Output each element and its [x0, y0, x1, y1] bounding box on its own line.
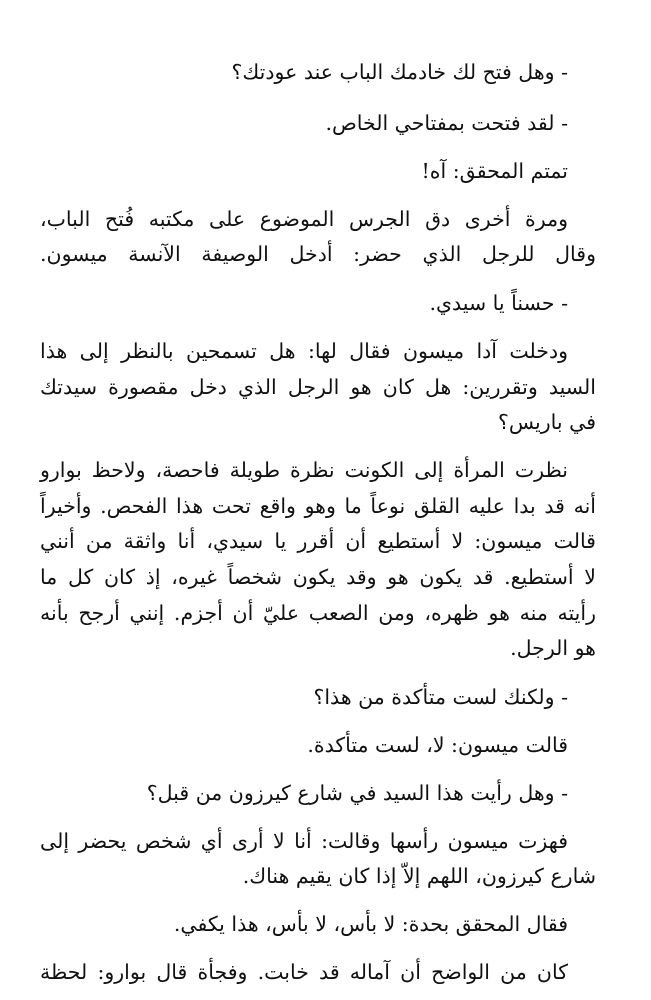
text-line: فقال المحقق بحدة: لا بأس، لا بأس، هذا يكفي.: [173, 912, 568, 936]
text-line: في باريس؟: [498, 410, 596, 434]
text-line: ومرة أخرى دق الجرس الموضوع على مكتبه فُتح الباب،: [40, 207, 568, 231]
text-line: تمتم المحقق: آه!: [421, 159, 568, 183]
text-line: لا أستطيع. قد يكون هو وقد يكون شخصاً غيره، إذ كان كل ما: [40, 565, 596, 589]
text-line: - وهل فتح لك خادمك الباب عند عودتك؟: [231, 60, 568, 84]
text-line: رأيته منه هو ظهره، ومن الصعب عليّ أن أجزم. إنني أرجح بأنه: [40, 601, 596, 625]
text-line: فهزت ميسون رأسها وقالت: أنا لا أرى أي شخص يحضر إلى: [40, 829, 568, 853]
text-line: - لقد فتحت بمفتاحي الخاص.: [325, 111, 568, 135]
text-line: - ولكنك لست متأكدة من هذا؟: [313, 685, 568, 709]
text-line: - وهل رأيت هذا السيد في شارع كيرزون من قبل؟: [146, 781, 568, 805]
text-line: ودخلت آدا ميسون فقال لها: هل تسمحين بالنظر إلى هذا: [40, 339, 568, 363]
text-line: أنه قد بدا عليه القلق نوعاً ما وهو واقع تحت هذا الفحص. وأخيراً: [40, 494, 596, 518]
text-line: قالت ميسون: لا أستطيع أن أقرر يا سيدي، أنا واثقة من أنني: [40, 529, 596, 553]
text-line: قالت ميسون: لا، لست متأكدة.: [307, 733, 568, 757]
text-line: هو الرجل.: [510, 636, 596, 660]
text-line: - حسناً يا سيدي.: [429, 291, 568, 315]
text-line: السيد وتقررين: هل كان هو الرجل الذي دخل مقصورة سيدتك: [40, 375, 596, 399]
text-line: شارع كيرزون، اللهم إلاّ إذا كان يقيم هناك.: [242, 864, 596, 888]
text-line: نظرت المرأة إلى الكونت نظرة طويلة فاحصة، ولاحظ بوارو: [40, 458, 568, 482]
text-line: كان من الواضح أن آماله قد خابت. وفجأة قال بوارو: لحظة: [40, 960, 568, 984]
text-line: وقال للرجل الذي حضر: أدخل الوصيفة الآنسة ميسون.: [40, 242, 596, 266]
